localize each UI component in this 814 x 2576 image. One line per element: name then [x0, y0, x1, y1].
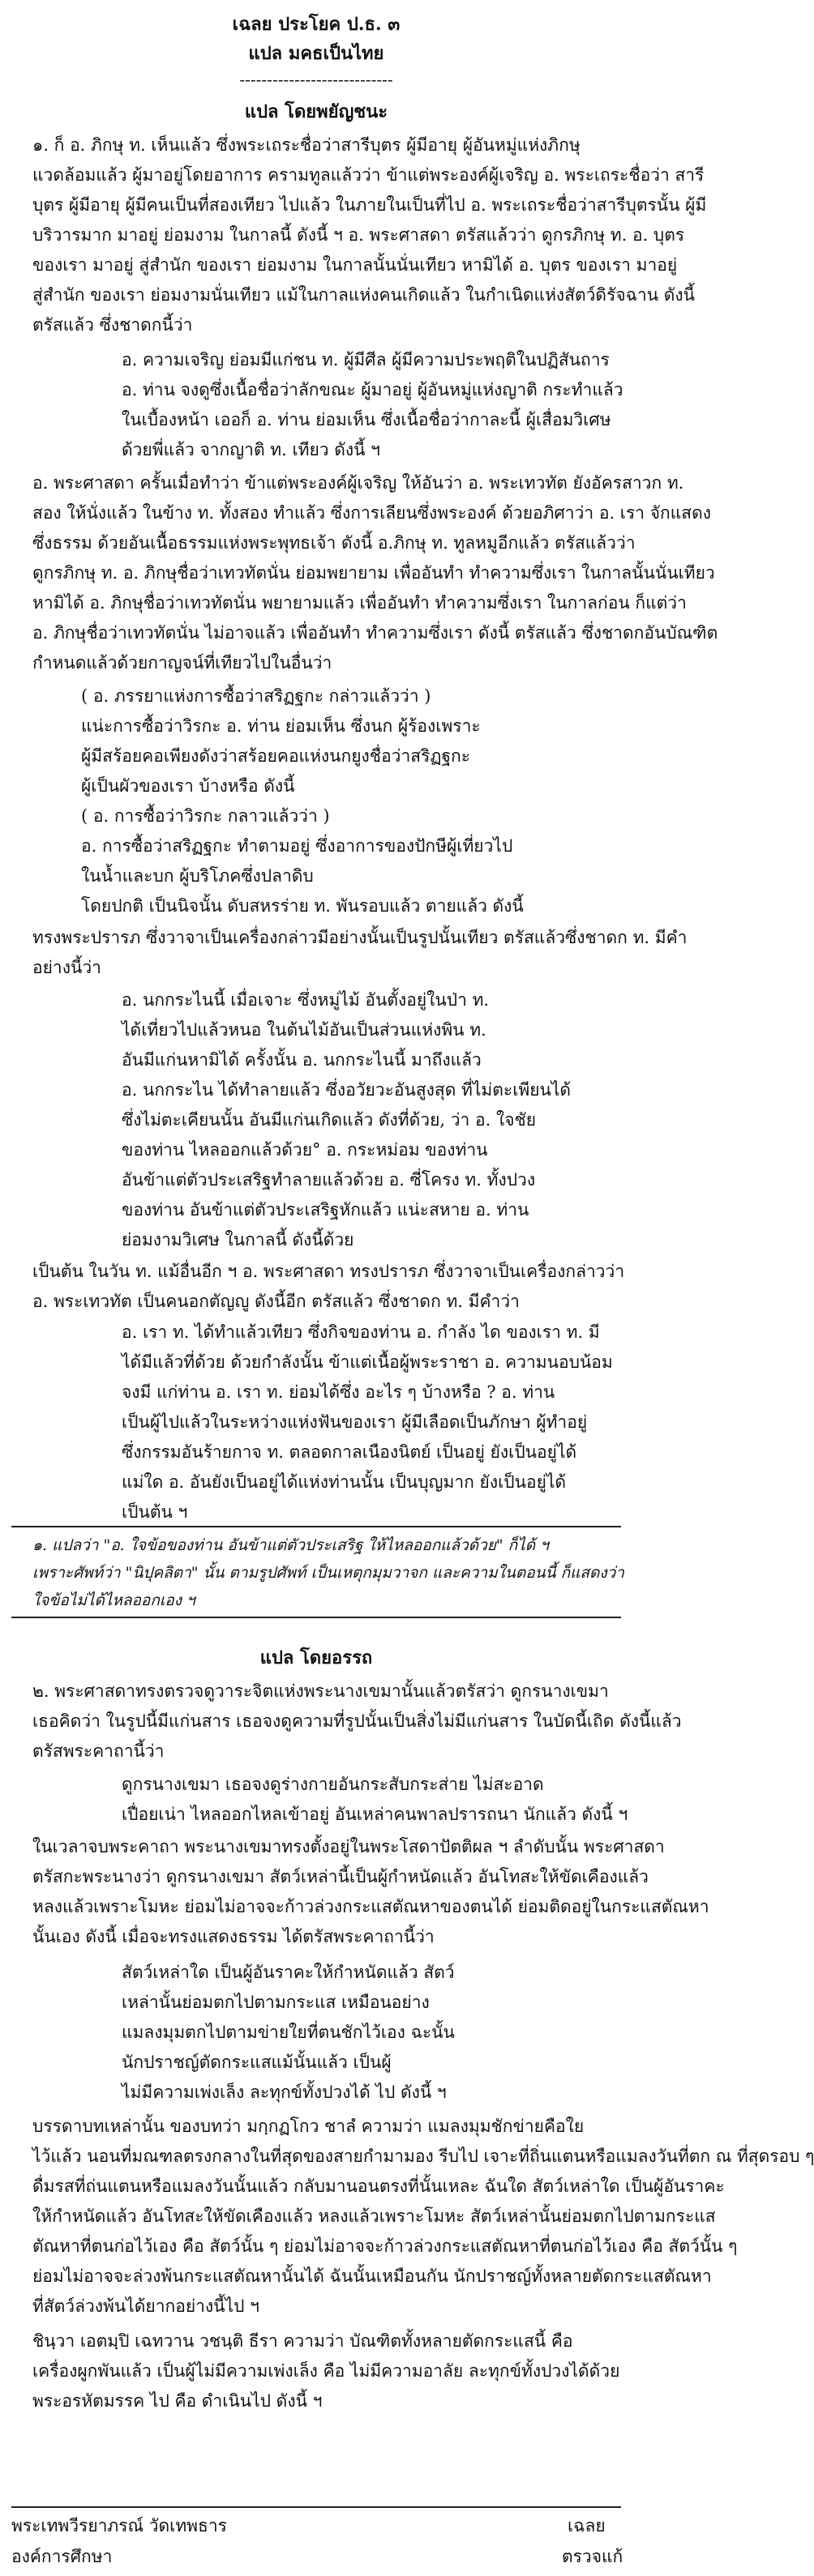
verse-line: แน่ะการซื้อว่าวิรกะ อ. ท่าน ย่อมเห็น ซึ่งนก ผู้ร้องเพราะ: [81, 716, 481, 736]
footer-answer-label: เฉลย: [568, 2516, 606, 2535]
verse-line: อันข้าแต่ตัวประเสริฐทำลายแล้วด้วย อ. ซี่โครง ท. ทั้งปวง: [122, 1170, 536, 1190]
verse-line: เหล่านั้นย่อมตกไปตามกระแส เหมือนอย่าง: [122, 1993, 430, 2012]
verse-line: จงมี แก่ท่าน อ. เรา ท. ย่อมได้ซึ่ง อะไร ๆ บ้างหรือ ? อ. ท่าน: [122, 1382, 555, 1402]
paragraph-line: ตัณหาที่ตนก่อไว้เอง คือ สัตว์นั้น ๆ ย่อมไม่อาจจะก้าวล่วงกระแสตัณหาที่ตนก่อไว้เอง คือ สัตว์นั้น ๆ: [32, 2236, 738, 2256]
verse-line: อ. นกกระไน ได้ทำลายแล้ว ซึ่งอวัยวะอันสูงสุด ที่ไม่ตะเพียนได้: [122, 1080, 572, 1100]
verse-line: ไม่มีความเพ่งเล็ง ละทุกข์ทั้งปวงได้ ไป ดังนี้ ฯ: [122, 2083, 447, 2102]
verse-line: ได้เที่ยวไปแล้วหนอ ในต้นไม้อันเป็นส่วนแห่งพิน ท.: [122, 1020, 486, 1040]
verse-line: ซึ่งไม่ตะเคียนนั้น อันมีแก่นเกิดแล้ว ดังที่ด้วย, ว่า อ. ใจชัย: [122, 1110, 537, 1130]
paragraph-line: เป็นต้น ในวัน ท. แม้อื่นอีก ฯ อ. พระศาสดา ทรงปรารภ ซึ่งวาจาเป็นเครื่องกล่าวว่า: [32, 1262, 625, 1281]
paragraph-line: บรรดาบทเหล่านั้น ของบทว่า มกฺกฏโกว ชาลํ ความว่า แมลงมุมชักข่ายคือใย: [32, 2117, 585, 2136]
verse-line: เปื่อยเน่า ไหลออกไหลเข้าอยู่ อันเหล่าคนพาลปรารถนา นักแล้ว ดังนี้ ฯ: [122, 1805, 628, 1824]
paragraph-line: อ. พระศาสดา ครั้นเมื่อทำว่า ข้าแต่พระองค์ผู้เจริญ ให้อันว่า อ. พระเทวทัต ยังอัครสาวก ท.: [32, 473, 684, 493]
verse-line: ของท่าน อันข้าแต่ตัวประเสริฐหักแล้ว แน่ะสหาย อ. ท่าน: [122, 1200, 529, 1220]
document-title: เฉลย ประโยค ป.ธ. ๓: [232, 14, 401, 35]
verse-line: ย่อมงามวิเศษ ในกาลนี้ ดังนี้ด้วย: [122, 1230, 354, 1250]
verse-line: แม่ใด อ. อันยังเป็นอยู่ได้แห่งท่านนั้น เป็นบุญมาก ยังเป็นอยู่ได้: [122, 1472, 567, 1492]
paragraph-line: กำหนดแล้วด้วยกาญจน์ที่เทียวไปในอื่นว่า: [32, 653, 332, 673]
verse-line: อ. ท่าน จงดูซึ่งเนื้อชื่อว่าลักขณะ ผู้มาอยู่ ผู้อันหมู่แห่งญาติ กระทำแล้ว: [122, 380, 623, 399]
verse-line: ด้วยพี่แล้ว จากญาติ ท. เทียว ดังนี้ ฯ: [122, 440, 380, 459]
document-subtitle: แปล มคธเป็นไทย: [248, 43, 384, 64]
paragraph-line: อ. ภิกษุชื่อว่าเทวทัตนั่น ไม่อาจแล้ว เพื่ออันทำ ทำความซึ่งเรา ดังนี้ ตรัสแล้ว ซึ่งชาดกอันบัณฑิต: [32, 623, 718, 643]
paragraph-line: ตรัสพระคาถานี้ว่า: [32, 1741, 165, 1761]
paragraph-line: ในเวลาจบพระคาถา พระนางเขมาทรงตั้งอยู่ในพระโสดาปัตติผล ฯ ลำดับนั้น พระศาสดา: [32, 1837, 665, 1856]
paragraph-line: นั้นเอง ดังนี้ เมื่อจะทรงแสดงธรรม ได้ตรัสพระคาถานี้ว่า: [32, 1927, 435, 1946]
paragraph-line: อ. พระเทวทัต เป็นคนอกตัญญู ดังนี้อีก ตรัสแล้ว ซึ่งชาดก ท. มีคำว่า: [32, 1292, 520, 1311]
verse-line: อ. การซื้อว่าสริฏฐกะ ทำตามอยู่ ซึ่งอาการของปักษีผู้เที่ยวไป: [81, 836, 513, 856]
paragraph-line: ๑. ก็ อ. ภิกษุ ท. เห็นแล้ว ซึ่งพระเถระชื่อว่าสารีบุตร ผู้มีอายุ ผู้อันหมู่แห่งภิกษุ: [32, 135, 581, 155]
footer-author: พระเทพวีรยาภรณ์ วัดเทพธาร: [11, 2516, 227, 2535]
paragraph-line: บริวารมาก มาอยู่ ย่อมงาม ในกาลนี้ ดังนี้ ฯ อ. พระศาสดา ตรัสแล้วว่า ดูกรภิกษุ ท. อ. บุตร: [32, 225, 685, 245]
paragraph-line: แวดล้อมแล้ว ผู้มาอยู่โดยอาการ ครามทูลแล้วว่า ข้าแต่พระองค์ผู้เจริญ อ. พระเถระชื่อว่า สารี: [32, 165, 705, 185]
verse-line: นักปราชญ์ตัดกระแสแม้นั้นแล้ว เป็นผู้: [122, 2053, 392, 2072]
verse-line: ของท่าน ไหลออกแล้วด้วย° อ. กระหม่อม ของท่าน: [122, 1140, 488, 1160]
paragraph-line: ชินฺวา เอตมฺปิ เฉทวาน วชนฺติ ธีรา ความว่า บัณฑิตทั้งหลายตัดกระแสนี้ คือ: [32, 2331, 573, 2351]
footer-divider: [11, 2506, 621, 2508]
paragraph-line: พระอรหัตมรรค ไป คือ ดำเนินไป ดังนี้ ฯ: [32, 2391, 323, 2411]
verse-line: ผู้เป็นผัวของเรา บ้างหรือ ดังนี้: [81, 776, 295, 796]
paragraph-line: บุตร ผู้มีอายุ ผู้มีคนเป็นที่สองเทียว ไปแล้ว ในภายในเป็นที่ไป อ. พระเถระชื่อว่าสารีบุตรนั้น ผู้มี: [32, 195, 707, 215]
paragraph-line: ให้กำหนัดแล้ว อันโทสะให้ขัดเคืองแล้ว หลงแล้วเพราะโมหะ สัตว์เหล่านั้นย่อมตกไปตามกระแส: [32, 2206, 716, 2226]
paragraph-line: ตรัสกะพระนางว่า ดูกรนางเขมา สัตว์เหล่านี้เป็นผู้กำหนัดแล้ว อันโทสะให้ขัดเคืองแล้ว: [32, 1867, 649, 1886]
paragraph-line: สู่สำนัก ของเรา ย่อมงามนั่นเทียว แม้ในกาลแห่งคนเกิดแล้ว ในกำเนิดแห่งสัตว์ดิรัจฉาน ดังนี้: [32, 285, 696, 305]
paragraph-line: สอง ให้นั่งแล้ว ในข้าง ท. ทั้งสอง ทำแล้ว ซึ่งการเลียนซึ่งพระองค์ ด้วยอภิศาว่า อ. เรา จักแสดง: [32, 503, 711, 523]
verse-line: อ. นกกระไนนี้ เมื่อเจาะ ซึ่งหมู่ไม้ อันตั้งอยู่ในป่า ท.: [122, 990, 490, 1010]
paragraph-line: ทรงพระปรารภ ซึ่งวาจาเป็นเครื่องกล่าวมีอย่างนั้นเป็นรูปนั้นเทียว ตรัสแล้วซึ่งชาดก ท. มีคำ: [32, 928, 688, 947]
verse-line: ( อ. ภรรยาแห่งการซื้อว่าสริฏฐกะ กล่าวแล้วว่า ): [81, 686, 431, 706]
verse-line: ดูกรนางเขมา เธอจงดูร่างกายอันกระสับกระส่าย ไม่สะอาด: [122, 1775, 544, 1794]
verse-line: อันมีแก่นหามิได้ ครั้งนั้น อ. นกกระไนนี้ มาถึงแล้ว: [122, 1050, 482, 1070]
paragraph-line: ดูกรภิกษุ ท. อ. ภิกษุชื่อว่าเทวทัตนั่น ย่อมพยายาม เพื่ออันทำ ทำความซึ่งเรา ในกาลนั้นนั่นเทียว: [32, 563, 715, 583]
footer-proofread-label: ตรวจแก้: [562, 2547, 623, 2566]
verse-line: ซึ่งกรรมอันร้ายกาจ ท. ตลอดกาลเนืองนิตย์ เป็นอยู่ ยังเป็นอยู่ได้: [122, 1442, 577, 1462]
section-heading-literal: แปล โดยพยัญชนะ: [244, 101, 388, 122]
paragraph-line: เธอคิดว่า ในรูปนี้มีแก่นสาร เธอจงดูความที่รูปนั้นเป็นสิ่งไม่มีแก่นสาร ในบัดนี้เถิด ดังนี้แล้ว: [32, 1711, 682, 1731]
paragraph-line: ตรัสแล้ว ซึ่งชาดกนี้ว่า: [32, 315, 193, 335]
verse-line: ผู้มีสร้อยคอเพียงดังว่าสร้อยคอแห่งนกยูงชื่อว่าสริฏฐกะ: [81, 746, 471, 766]
paragraph-line: เครื่องผูกพันแล้ว เป็นผู้ไม่มีความเพ่งเล็ง คือ ไม่มีความอาลัย ละทุกข์ทั้งปวงได้ด้วย: [32, 2361, 620, 2381]
footnote-line: ใจข้อไม่ได้ไหลออกเอง ฯ: [32, 1591, 195, 1609]
verse-line: อ. เรา ท. ได้ทำแล้วเทียว ซึ่งกิจของท่าน อ. กำลัง ได ของเรา ท. มี: [122, 1322, 600, 1342]
paragraph-line: ไว้แล้ว นอนที่มณฑลตรงกลางในที่สุดของสายกำมามอง รีบไป เจาะที่ถิ่นแตนหรือแมลงวันที่ตก ณ ที่สุดรอบ ๆ: [32, 2147, 814, 2166]
section-heading-meaning: แปล โดยอรรถ: [259, 1647, 373, 1668]
separator-dashes: ----------------------------: [239, 70, 393, 89]
verse-line: เป็นผู้ไปแล้วในระหว่างแห่งฟันของเรา ผู้มีเลือดเป็นภักษา ผู้ทำอยู่: [122, 1412, 588, 1432]
paragraph-line: ดื่มรสที่ถ่นแตนหรือแมลงวันนั้นแล้ว กลับมานอนตรงที่นั้นเหละ ฉันใด สัตว์เหล่าใด เป็นผู้อันราคะ: [32, 2177, 725, 2196]
paragraph-line: ๒. พระศาสดาทรงตรวจดูวาระจิตแห่งพระนางเขมานั้นแล้วตรัสว่า ดูกรนางเขมา: [32, 1681, 609, 1701]
verse-line: เป็นต้น ฯ: [122, 1502, 188, 1522]
footnote-line: ๑. แปลว่า "อ. ใจข้อของท่าน อันข้าแต่ตัวประเสริฐ ให้ไหลออกแล้วด้วย" ก็ได้ ฯ: [32, 1536, 549, 1554]
verse-line: ในน้ำและบก ผู้บริโภคซึ่งปลาดิบ: [81, 866, 314, 886]
divider-line: [11, 1526, 621, 1527]
footnote-line: เพราะศัพท์ว่า "นิปุคลิตา" นั้น ตามรูปศัพท์ เป็นเหตุกมุมวาจก และความในตอนนี้ ก็แสดงว่า: [32, 1564, 624, 1582]
verse-line: สัตว์เหล่าใด เป็นผู้อันราคะให้กำหนัดแล้ว สัตว์: [122, 1963, 455, 1982]
verse-line: ( อ. การซื้อว่าวิรกะ กลาวแล้วว่า ): [81, 806, 330, 826]
verse-line: ได้มีแล้วที่ด้วย ด้วยกำลังนั้น ข้าแต่เนื้อผู้พระราชา อ. ความนอบน้อม: [122, 1352, 613, 1372]
paragraph-line: ย่อมไม่อาจจะล่วงพ้นกระแสตัณหานั้นได้ ฉันนั้นเหมือนกัน นักปราชญ์ทั้งหลายตัดกระแสตัณหา: [32, 2266, 712, 2286]
verse-line: ในเบื้องหน้า เออก็ อ. ท่าน ย่อมเห็น ซึ่งเนื้อชื่อว่ากาละนี้ ผู้เสื่อมวิเศษ: [122, 410, 611, 429]
paragraph-line: หามิได้ อ. ภิกษุชื่อว่าเทวทัตนั่น พยายามแล้ว เพื่ออันทำ ทำความซึ่งเรา ในกาลก่อน ก็แต่ว่า: [32, 593, 687, 613]
verse-line: อ. ความเจริญ ย่อมมีแก่ชน ท. ผู้มีศีล ผู้มีความประพฤติในปฏิสันถาร: [122, 350, 610, 370]
paragraph-line: ซึ่งธรรม ด้วยอันเนื้อธรรมแห่งพระพุทธเจ้า ดังนี้ อ.ภิกษุ ท. ทูลหมูอีกแล้ว ตรัสแล้วว่า: [32, 533, 636, 553]
verse-line: โดยปกติ เป็นนิจนั้น ดับสหรร่าย ท. พันรอบแล้ว ตายแล้ว ดังนี้: [81, 896, 524, 916]
paragraph-line: หลงแล้วเพราะโมหะ ย่อมไม่อาจจะก้าวล่วงกระแสตัณหาของตนได้ ย่อมติดอยู่ในกระแสตัณหา: [32, 1897, 709, 1916]
divider-line: [11, 1617, 621, 1618]
verse-line: แมลงมุมตกไปตามข่ายใยที่ตนชักไว้เอง ฉะนั้น: [122, 2023, 455, 2042]
footer-organization: องค์การศึกษา: [11, 2547, 113, 2566]
paragraph-line: ของเรา มาอยู่ สู่สำนัก ของเรา ย่อมงาม ในกาลนั้นนั่นเทียว หามิได้ อ. บุตร ของเรา มาอยู่: [32, 255, 678, 275]
paragraph-line: อย่างนี้ว่า: [32, 958, 101, 977]
paragraph-line: ที่สัตว์ล่วงพ้นได้ยากอย่างนี้ไป ฯ: [32, 2296, 259, 2316]
